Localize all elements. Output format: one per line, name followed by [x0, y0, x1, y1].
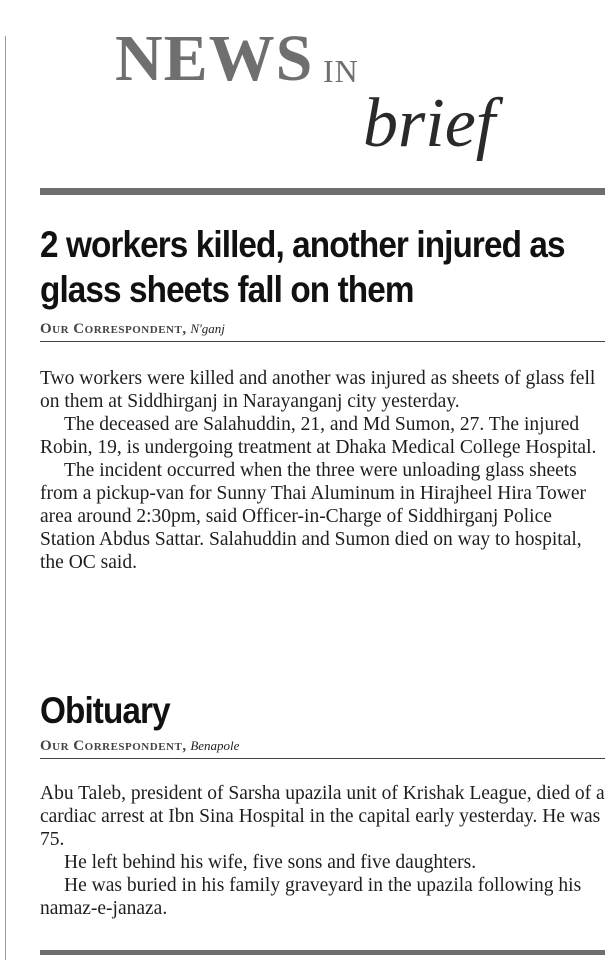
article-2-paragraph: Abu Taleb, president of Sarsha upazila unit of Krishak League, died of a cardiac arrest at Ibn Sina Hospital in the capital early yesterday. He was 75.	[40, 783, 605, 850]
article-2-byline-name: Our Correspondent,	[40, 738, 187, 754]
article-1-headline-line-1: 2 workers killed, another injured as	[40, 224, 565, 265]
article-1-paragraph: Two workers were killed and another was injured as sheets of glass fell on them at Siddhirganj in Narayanganj city yesterday.	[40, 368, 596, 412]
article-2-byline	[40, 737, 605, 759]
section-masthead	[0, 0, 615, 200]
article-1-headline-line-2: glass sheets fall on them	[40, 269, 414, 310]
article-1-paragraph: The incident occurred when the three were unloading glass sheets from a pickup-van for Sunny Thai Aluminum in Hirajheel Hira Tower area around 2:30pm, said Officer-in-Charge of Siddhirganj Police Station Abdus Sattar. Salahuddin and Sumon died on way to hospital, the OC said.	[40, 460, 586, 573]
masthead-news: NEWS	[115, 22, 314, 95]
article-1-byline	[40, 320, 605, 342]
article-1-paragraph: The deceased are Salahuddin, 21, and Md Sumon, 27. The injured Robin, 19, is undergoing treatment at Dhaka Medical College Hospital.	[40, 414, 597, 458]
article-1-headline	[40, 222, 607, 312]
article-1-byline-name: Our Correspondent,	[40, 321, 187, 337]
article-1-byline-place: N'ganj	[190, 321, 225, 336]
masthead-brief: brief	[363, 85, 496, 162]
article-2-paragraph: He left behind his wife, five sons and five daughters.	[64, 852, 477, 873]
article-2-paragraph: He was buried in his family graveyard in the upazila following his namaz-e-janaza.	[40, 875, 582, 919]
masthead-in: IN	[323, 53, 359, 89]
article-2-headline-text: Obituary	[40, 690, 170, 731]
article-1-body	[40, 367, 608, 574]
article-2-body	[40, 782, 608, 920]
top-rule	[40, 188, 605, 195]
bottom-rule	[40, 950, 605, 955]
article-2-headline	[40, 688, 553, 733]
article-2-byline-place: Benapole	[190, 738, 240, 753]
